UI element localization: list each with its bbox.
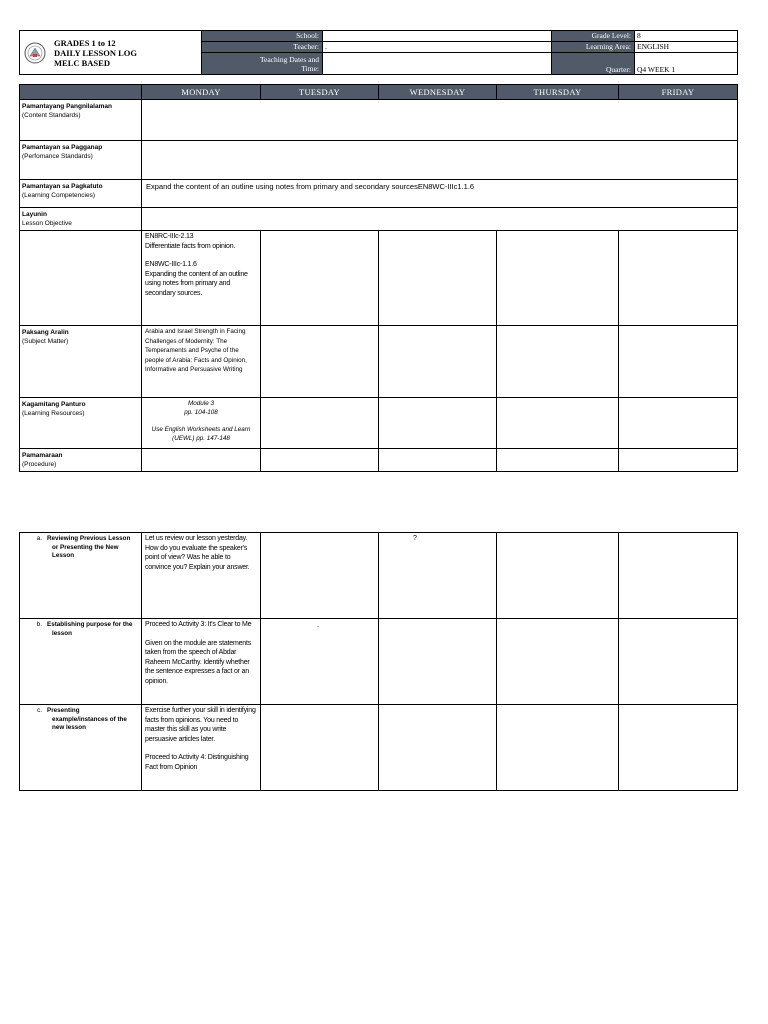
objective-value[interactable] <box>142 208 738 231</box>
objective-tuesday[interactable] <box>261 231 379 326</box>
step-c-wednesday[interactable] <box>379 705 497 791</box>
corner-cell <box>20 85 142 100</box>
subject-matter-friday[interactable] <box>619 326 738 398</box>
procedure-step-a: a. Reviewing Previous Lesson or Presenting the New Lesson Let us review our lesson yesterday. How do you evaluate the speaker's point of view? Was he able to convince you? Explain your answer. ? <box>20 533 738 619</box>
teacher-value[interactable]: . <box>323 42 552 53</box>
subject-matter-wednesday[interactable] <box>379 326 497 398</box>
grade-value[interactable]: 8 <box>635 31 738 42</box>
title-line-3: MELC BASED <box>54 57 110 68</box>
step-a-monday[interactable]: Let us review our lesson yesterday. How do you evaluate the speaker's point of view? Was he able to convince you? Explain your answer. <box>142 533 261 619</box>
step-b-thursday[interactable] <box>497 619 619 705</box>
step-b-wednesday[interactable] <box>379 619 497 705</box>
resources-friday[interactable] <box>619 398 738 449</box>
day-tuesday: TUESDAY <box>261 85 379 100</box>
logo-title-block <box>20 31 202 75</box>
quarter-label: Quarter: <box>552 53 635 75</box>
resources-row: Kagamitang Panturo (Learning Resources) Module 3 pp. 104-108 Use English Worksheets and Learn (UEWL) pp. 147-148 <box>20 398 738 449</box>
objective-friday[interactable] <box>619 231 738 326</box>
subject-matter-tuesday[interactable] <box>261 326 379 398</box>
step-c-monday[interactable]: Exercise further your skill in identifying facts from opinions. You need to master this skill as you write persuasive articles later. Proceed to Activity 4: Distinguishing Fact from Opinion <box>142 705 261 791</box>
resources-monday[interactable]: Module 3 pp. 104-108 Use English Worksheets and Learn (UEWL) pp. 147-148 <box>142 398 261 449</box>
quarter-value[interactable]: Q4 WEEK 1 <box>635 53 738 75</box>
performance-standards-row: Pamantayan sa Pagganap (Perfomance Standards) <box>20 141 738 180</box>
resources-thursday[interactable] <box>497 398 619 449</box>
subject-matter-monday[interactable]: Arabia and Israel Strength in Facing Challenges of Modernity: The Temperaments and Psyche of the people of Arabia: Facts and Opinion, Informative and Persuasive Writing <box>142 326 261 398</box>
competencies-row: Pamantayan sa Pagkatuto (Learning Competencies) Expand the content of an outline using notes from primary and secondary sourcesEN8WC-IIIc1.1.6 <box>20 180 738 208</box>
day-thursday: THURSDAY <box>497 85 619 100</box>
step-c-thursday[interactable] <box>497 705 619 791</box>
procedure-table <box>19 532 738 791</box>
competencies-value[interactable]: Expand the content of an outline using notes from primary and secondary sourcesEN8WC-IIIc1.1.6 <box>142 180 738 208</box>
objective-monday[interactable]: EN8RC-IIIc-2.13 Differentiate facts from opinion. EN8WC-IIIc-1.1.6 Expanding the content of an outline using notes from primary and secondary sources. <box>142 231 261 326</box>
procedure-row: Pamamaraan (Procedure) <box>20 449 738 472</box>
step-c-friday[interactable] <box>619 705 738 791</box>
step-a-wednesday[interactable]: ? <box>379 533 497 619</box>
day-friday: FRIDAY <box>619 85 738 100</box>
day-monday: MONDAY <box>142 85 261 100</box>
procedure-step-c: c. Presenting example/instances of the new lesson Exercise further your skill in identifying facts from opinions. You need to master this skill as you write persuasive articles later. Proceed to Activity 4: Distinguishing Fact from Opinion <box>20 705 738 791</box>
subject-matter-row: Paksang Aralin (Subject Matter) Arabia and Israel Strength in Facing Challenges of Modernity: The Temperaments and Psyche of the people of Arabia: Facts and Opinion, Informative and Persuasive Writing <box>20 326 738 398</box>
resources-tuesday[interactable] <box>261 398 379 449</box>
step-b-friday[interactable] <box>619 619 738 705</box>
objective-thursday[interactable] <box>497 231 619 326</box>
area-value[interactable]: ENGLISH <box>635 42 738 53</box>
title-line-2: DAILY LESSON LOG <box>54 47 137 58</box>
content-standards-row: Pamantayang Pangnilalaman (Content Standards) <box>20 100 738 141</box>
objective-row: Layunin Lesson Objective <box>20 208 738 231</box>
lesson-log-table <box>19 84 738 472</box>
deped-seal-icon <box>24 42 46 64</box>
step-c-tuesday[interactable] <box>261 705 379 791</box>
area-label: Learning Area: <box>552 42 635 53</box>
title-line-1: GRADES 1 to 12 <box>54 37 116 48</box>
subject-matter-thursday[interactable] <box>497 326 619 398</box>
step-a-thursday[interactable] <box>497 533 619 619</box>
dates-value[interactable] <box>323 53 552 75</box>
dates-label: Teaching Dates and Time: <box>202 53 323 75</box>
resources-wednesday[interactable] <box>379 398 497 449</box>
step-a-friday[interactable] <box>619 533 738 619</box>
grade-label: Grade Level: <box>552 31 635 42</box>
school-value[interactable] <box>323 31 552 42</box>
school-label: School: <box>202 31 323 42</box>
objective-wednesday[interactable] <box>379 231 497 326</box>
procedure-step-b: b. Establishing purpose for the lesson Proceed to Activity 3: It's Clear to Me Given on the module are statements taken from the speech of Abdar Raheem McCarthy. Identify whether the sentence expresses a fact or an opinion. ` <box>20 619 738 705</box>
content-standards-value[interactable] <box>142 100 738 141</box>
header-table <box>19 30 738 75</box>
performance-standards-value[interactable] <box>142 141 738 180</box>
teacher-label: Teacher: <box>202 42 323 53</box>
step-a-tuesday[interactable] <box>261 533 379 619</box>
step-b-monday[interactable]: Proceed to Activity 3: It's Clear to Me Given on the module are statements taken from the speech of Abdar Raheem McCarthy. Identify whether the sentence expresses a fact or an opinion. <box>142 619 261 705</box>
objective-detail-row <box>20 231 738 326</box>
step-b-tuesday[interactable]: ` <box>261 619 379 705</box>
day-wednesday: WEDNESDAY <box>379 85 497 100</box>
